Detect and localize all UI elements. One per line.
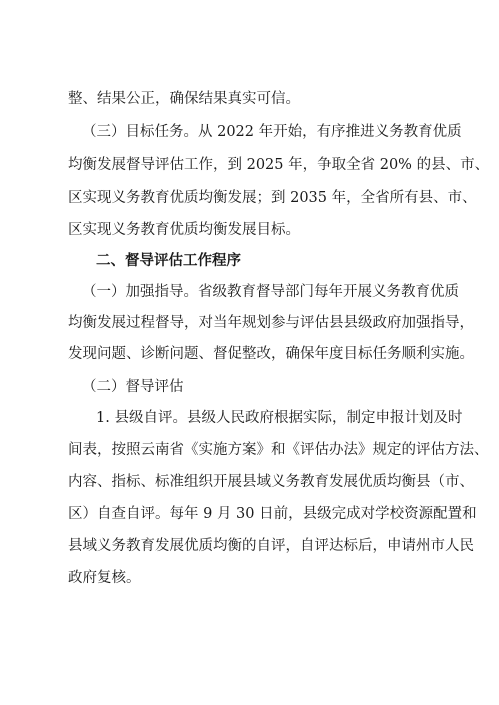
paragraph-line: 均衡发展督导评估工作，到 2025 年，争取全省 20% 的县、市、 bbox=[68, 157, 490, 173]
paragraph-line: 县域义务教育发展优质均衡的自评，自评达标后，申请州市人民 bbox=[68, 538, 474, 554]
section-heading: 二、督导评估工作程序 bbox=[96, 252, 241, 269]
paragraph-line: 1. 县级自评。县级人民政府根据实际，制定申报计划及时 bbox=[96, 410, 463, 426]
paragraph-line: 区实现义务教育优质均衡发展；到 2035 年，全省所有县、市、 bbox=[68, 190, 477, 206]
subsection-heading: （二）督导评估 bbox=[82, 379, 184, 395]
paragraph-line: 发现问题、诊断问题、督促整改，确保年度目标任务顺利实施。 bbox=[68, 346, 474, 362]
paragraph-line: （一）加强指导。省级教育督导部门每年开展义务教育优质 bbox=[82, 284, 459, 300]
paragraph-line: 均衡发展过程督导，对当年规划参与评估县县级政府加强指导， bbox=[68, 315, 474, 331]
paragraph-line: （三）目标任务。从 2022 年开始，有序推进义务教育优质 bbox=[82, 124, 462, 140]
paragraph-line: 间表，按照云南省《实施方案》和《评估办法》规定的评估方法、 bbox=[68, 442, 489, 458]
paragraph-line: 内容、指标、标准组织开展县域义务教育发展优质均衡县（市、 bbox=[68, 474, 474, 490]
paragraph-line: 整、结果公正，确保结果真实可信。 bbox=[68, 91, 300, 107]
paragraph-line: 区）自查自评。每年 9 月 30 日前，县级完成对学校资源配置和 bbox=[68, 506, 477, 522]
paragraph-line: 区实现义务教育优质均衡发展目标。 bbox=[68, 222, 300, 238]
paragraph-line: 政府复核。 bbox=[68, 570, 141, 586]
